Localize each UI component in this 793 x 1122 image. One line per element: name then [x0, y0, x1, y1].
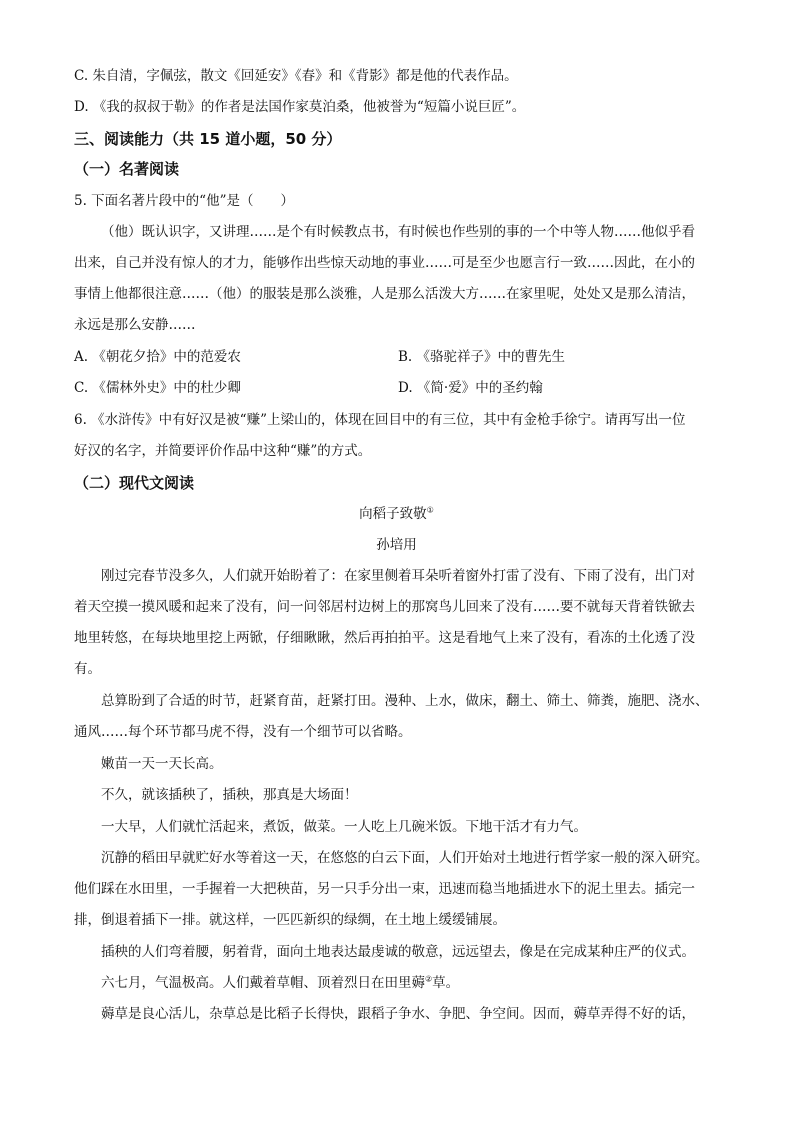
article-paragraph-3: 嫩苗一天一天长高。: [101, 756, 223, 772]
question-5-option-b: B. 《骆驼祥子》中的曹先生: [398, 349, 566, 365]
article-paragraph-4: 不久，就该插秧了，插秧，那真是大场面！: [101, 787, 358, 803]
subsection-title-classics: （一）名著阅读: [74, 160, 180, 178]
paragraph-line: 他们踩在水田里，一手握着一大把秧苗，另一只手分出一束，迅速而稳当地插进水下的泥土里去。插完一: [74, 881, 695, 897]
passage-line: （他）既认识字，又讲理……是个有时候教点书，有时候也作些别的事的一个中等人物……他似乎看: [101, 224, 695, 240]
paragraph-line: 排，倒退着插下一排。就这样，一匹匹新织的绿绸，在土地上缓缓铺展。: [74, 912, 506, 928]
question-5-option-a: A. 《朝花夕拾》中的范爱农: [74, 349, 241, 365]
article-author: 孙培用: [376, 537, 417, 553]
paragraph-text: 六七月，气温极高。人们戴着草帽、顶着烈日在田里薅: [101, 975, 425, 991]
question-6-line-1: 6. 《水浒传》中有好汉是被“赚”上梁山的，体现在回目中的有三位，其中有金枪手徐宁。请再写出一位: [74, 412, 686, 428]
article-title-text: 向稻子致敬: [359, 506, 427, 522]
article-title: [0, 504, 793, 524]
passage-line: 出来，自己并没有惊人的才力，能够作出些惊天动地的事业……可是至少也愿言行一致……因此，在小的: [74, 255, 695, 271]
question-4-option-d: D. 《我的叔叔于勒》的作者是法国作家莫泊桑，他被誉为“短篇小说巨匠”。: [74, 99, 526, 115]
article-paragraph-8: [101, 973, 459, 993]
passage-line: 事情上他都很注意……（他）的服装是那么淡雅，人是那么活泼大方……在家里呢，处处又是那么清洁，: [74, 286, 695, 302]
footnote-marker: ①: [426, 505, 434, 515]
subsection-title-modern-reading: （二）现代文阅读: [74, 474, 195, 492]
article-paragraph-9: 薅草是良心活儿，杂草总是比稻子长得快，跟稻子争水、争肥、争空间。因而，薅草弄得不好的话，: [101, 1006, 695, 1022]
section-title: 三、阅读能力（共 15 道小题，50 分）: [74, 130, 342, 148]
footnote-marker: ②: [425, 974, 433, 984]
article-paragraph-7: 插秧的人们弯着腰，躬着背，面向土地表达最虔诚的敬意，远远望去，像是在完成某种庄严的仪式。: [101, 944, 695, 960]
question-5-option-c: C. 《儒林外史》中的杜少卿: [74, 380, 241, 396]
paragraph-line: 通风……每个环节都马虎不得，没有一个细节可以省略。: [74, 724, 412, 740]
question-5-option-d: D. 《简·爱》中的圣约翰: [398, 380, 543, 396]
paragraph-line: 地里转悠，在每块地里挖上两锨，仔细瞅瞅，然后再拍拍平。这是看地气上来了没有，看冻的土化透了没: [74, 630, 695, 646]
paragraph-line: 沉静的稻田早就贮好水等着这一天，在悠悠的白云下面，人们开始对土地进行哲学家一般的深入研究。: [101, 850, 709, 866]
question-5-stem: 5. 下面名著片段中的“他”是（ ）: [74, 193, 294, 209]
passage-line: 永远是那么安静……: [74, 317, 196, 333]
question-4-option-c: C. 朱自清，字佩弦，散文《回延安》《春》和《背影》都是他的代表作品。: [74, 68, 518, 84]
article-paragraph-5: 一大早，人们就忙活起来，煮饭，做菜。一人吃上几碗米饭。下地干活才有力气。: [101, 819, 587, 835]
paragraph-line: 着天空摸一摸风暖和起来了没有，问一问邻居村边树上的那窝鸟儿回来了没有……要不就每天背着铁锨去: [74, 599, 695, 615]
paragraph-line: 刚过完春节没多久，人们就开始盼着了：在家里侧着耳朵听着窗外打雷了没有、下雨了没有，出门对: [101, 568, 695, 584]
paragraph-line: 总算盼到了合适的时节，赶紧育苗，赶紧打田。漫种、上水，做床，翻土、筛土、筛粪，施肥、浇水、: [101, 693, 709, 709]
paragraph-text: 草。: [432, 975, 460, 991]
paragraph-line: 有。: [74, 661, 101, 677]
question-6-line-2: 好汉的名字，并简要评价作品中这种“赚”的方式。: [74, 443, 372, 459]
